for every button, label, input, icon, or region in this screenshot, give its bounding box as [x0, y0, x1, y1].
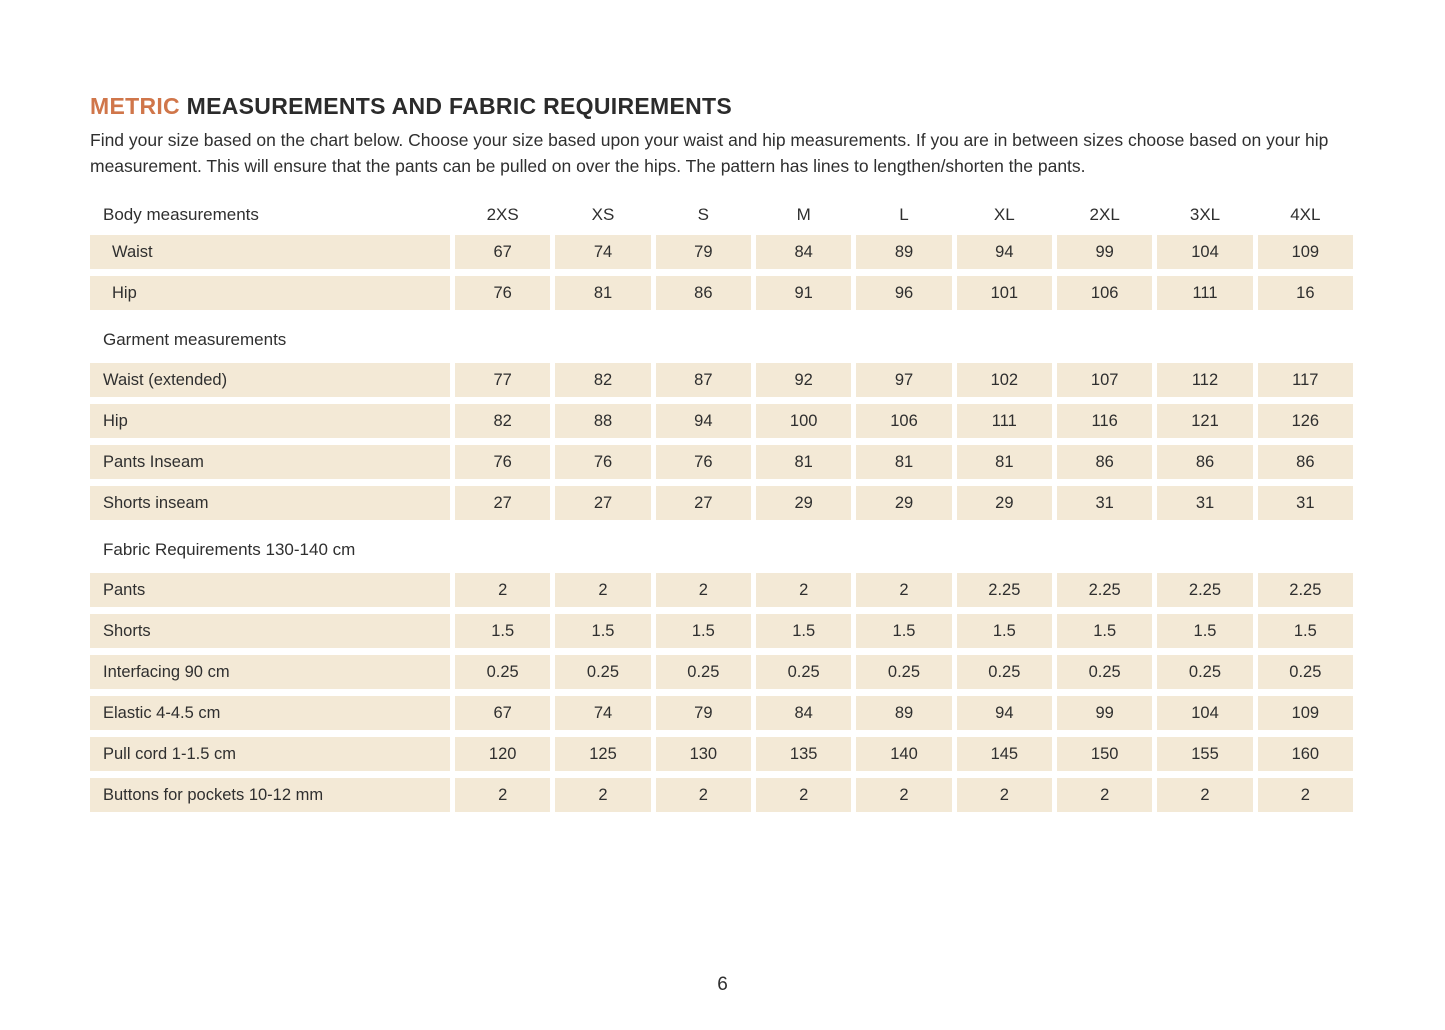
value-cell: 99: [1057, 696, 1152, 730]
table-row: [90, 404, 1353, 438]
value-cell: 88: [555, 404, 650, 438]
table-row: [90, 778, 1353, 812]
value-cell: 1.5: [856, 614, 951, 648]
value-cell: 1.5: [555, 614, 650, 648]
value-cell: 0.25: [957, 655, 1052, 689]
value-cell: 2.25: [1057, 573, 1152, 607]
value-cell: 81: [856, 445, 951, 479]
value-cell: 29: [756, 486, 851, 520]
measurement-label: Interfacing 90 cm: [90, 655, 450, 689]
size-column-header: L: [899, 205, 909, 224]
value-cell: 2: [856, 778, 951, 812]
value-cell: 2: [756, 778, 851, 812]
value-cell: 111: [957, 404, 1052, 438]
value-cell: 94: [957, 235, 1052, 269]
value-cell: 92: [756, 363, 851, 397]
measurement-label: Pants Inseam: [90, 445, 450, 479]
value-cell: 2: [1258, 778, 1353, 812]
value-cell: 76: [656, 445, 751, 479]
value-cell: 94: [656, 404, 751, 438]
value-cell: 2: [555, 573, 650, 607]
size-column-header: XS: [591, 205, 615, 224]
value-cell: 145: [957, 737, 1052, 771]
value-cell: 121: [1157, 404, 1252, 438]
section-header-label: Fabric Requirements 130-140 cm: [103, 540, 356, 559]
value-cell: 2: [656, 573, 751, 607]
value-cell: 116: [1057, 404, 1152, 438]
value-cell: 1.5: [1157, 614, 1252, 648]
value-cell: 67: [455, 235, 550, 269]
value-cell: 0.25: [455, 655, 550, 689]
value-cell: 2: [756, 573, 851, 607]
value-cell: 155: [1157, 737, 1252, 771]
value-cell: 1.5: [656, 614, 751, 648]
value-cell: 81: [756, 445, 851, 479]
value-cell: 89: [856, 235, 951, 269]
value-cell: 2.25: [957, 573, 1052, 607]
measurement-label: Hip: [90, 276, 450, 310]
value-cell: 96: [856, 276, 951, 310]
table-row: [90, 737, 1353, 771]
intro-paragraph: Find your size based on the chart below. Choose your size based upon your waist and hip measurements. If you are in between sizes choose based on your hip measurement. This will ensure that the pants can be pulled on over the hips. The pattern has lines to lengthen/shorten the pants.: [90, 130, 1329, 176]
value-cell: 29: [856, 486, 951, 520]
value-cell: 1.5: [756, 614, 851, 648]
size-column-header: 4XL: [1290, 205, 1321, 224]
value-cell: 0.25: [756, 655, 851, 689]
value-cell: 111: [1157, 276, 1252, 310]
value-cell: 79: [656, 235, 751, 269]
value-cell: 106: [1057, 276, 1152, 310]
table-row: [90, 573, 1353, 607]
value-cell: 84: [756, 696, 851, 730]
value-cell: 27: [656, 486, 751, 520]
value-cell: 91: [756, 276, 851, 310]
value-cell: 1.5: [455, 614, 550, 648]
measurement-label: Hip: [90, 404, 450, 438]
value-cell: 130: [656, 737, 751, 771]
value-cell: 2: [455, 573, 550, 607]
value-cell: 31: [1057, 486, 1152, 520]
value-cell: 1.5: [957, 614, 1052, 648]
value-cell: 104: [1157, 696, 1252, 730]
page-title-accent: METRIC: [90, 93, 180, 119]
size-column-header: M: [796, 205, 811, 224]
measurement-label: Waist (extended): [90, 363, 450, 397]
value-cell: 82: [555, 363, 650, 397]
value-cell: 2: [455, 778, 550, 812]
value-cell: 0.25: [856, 655, 951, 689]
value-cell: 87: [656, 363, 751, 397]
section-header-row: [90, 195, 1353, 235]
table-row: [90, 486, 1353, 520]
value-cell: 86: [1157, 445, 1252, 479]
value-cell: 125: [555, 737, 650, 771]
value-cell: 2: [1057, 778, 1152, 812]
value-cell: 86: [1057, 445, 1152, 479]
value-cell: 0.25: [1157, 655, 1252, 689]
page-title: [90, 93, 1353, 120]
size-column-header: S: [697, 205, 709, 224]
measurement-label: Shorts inseam: [90, 486, 450, 520]
table-row: [90, 655, 1353, 689]
value-cell: 150: [1057, 737, 1152, 771]
value-cell: 79: [656, 696, 751, 730]
section-header-row: [90, 527, 1353, 573]
value-cell: 2.25: [1157, 573, 1252, 607]
page-title-rest: MEASUREMENTS AND FABRIC REQUIREMENTS: [179, 93, 733, 119]
value-cell: 74: [555, 696, 650, 730]
value-cell: 99: [1057, 235, 1152, 269]
value-cell: 112: [1157, 363, 1252, 397]
value-cell: 86: [1258, 445, 1353, 479]
value-cell: 16: [1258, 276, 1353, 310]
value-cell: 97: [856, 363, 951, 397]
size-column-header: XL: [993, 205, 1015, 224]
value-cell: 27: [455, 486, 550, 520]
table-row: [90, 235, 1353, 269]
value-cell: 104: [1157, 235, 1252, 269]
value-cell: 102: [957, 363, 1052, 397]
size-column-header: 2XS: [486, 205, 519, 224]
value-cell: 86: [656, 276, 751, 310]
value-cell: 84: [756, 235, 851, 269]
value-cell: 27: [555, 486, 650, 520]
section-header-row: [90, 317, 1353, 363]
value-cell: 29: [957, 486, 1052, 520]
measurement-label: Buttons for pockets 10-12 mm: [90, 778, 450, 812]
value-cell: 81: [957, 445, 1052, 479]
value-cell: 76: [455, 276, 550, 310]
measurement-label: Waist: [90, 235, 450, 269]
value-cell: 89: [856, 696, 951, 730]
value-cell: 126: [1258, 404, 1353, 438]
value-cell: 82: [455, 404, 550, 438]
value-cell: 135: [756, 737, 851, 771]
value-cell: 106: [856, 404, 951, 438]
value-cell: 76: [455, 445, 550, 479]
table-row: [90, 614, 1353, 648]
value-cell: 120: [455, 737, 550, 771]
value-cell: 77: [455, 363, 550, 397]
table-row: [90, 276, 1353, 310]
value-cell: 109: [1258, 696, 1353, 730]
value-cell: 2: [957, 778, 1052, 812]
value-cell: 101: [957, 276, 1052, 310]
measurement-label: Elastic 4-4.5 cm: [90, 696, 450, 730]
page-number: 6: [717, 974, 728, 995]
size-column-header: 3XL: [1189, 205, 1221, 224]
value-cell: 100: [756, 404, 851, 438]
measurement-label: Pants: [90, 573, 450, 607]
section-header-label: Body measurements: [103, 205, 259, 224]
measurement-label: Shorts: [90, 614, 450, 648]
value-cell: 94: [957, 696, 1052, 730]
value-cell: 31: [1258, 486, 1353, 520]
value-cell: 2: [856, 573, 951, 607]
value-cell: 0.25: [656, 655, 751, 689]
measurement-label: Pull cord 1-1.5 cm: [90, 737, 450, 771]
value-cell: 1.5: [1258, 614, 1353, 648]
table-row: [90, 445, 1353, 479]
size-column-header: 2XL: [1089, 205, 1120, 224]
value-cell: 160: [1258, 737, 1353, 771]
value-cell: 1.5: [1057, 614, 1152, 648]
table-row: [90, 363, 1353, 397]
value-cell: 76: [555, 445, 650, 479]
value-cell: 0.25: [555, 655, 650, 689]
section-header-label: Garment measurements: [103, 330, 287, 349]
value-cell: 0.25: [1057, 655, 1152, 689]
value-cell: 74: [555, 235, 650, 269]
value-cell: 117: [1258, 363, 1353, 397]
value-cell: 2: [555, 778, 650, 812]
value-cell: 2: [656, 778, 751, 812]
value-cell: 31: [1157, 486, 1252, 520]
value-cell: 67: [455, 696, 550, 730]
table-row: [90, 696, 1353, 730]
value-cell: 81: [555, 276, 650, 310]
value-cell: 140: [856, 737, 951, 771]
value-cell: 0.25: [1258, 655, 1353, 689]
value-cell: 2.25: [1258, 573, 1353, 607]
value-cell: 109: [1258, 235, 1353, 269]
value-cell: 2: [1157, 778, 1252, 812]
value-cell: 107: [1057, 363, 1152, 397]
size-table: [90, 195, 1353, 812]
